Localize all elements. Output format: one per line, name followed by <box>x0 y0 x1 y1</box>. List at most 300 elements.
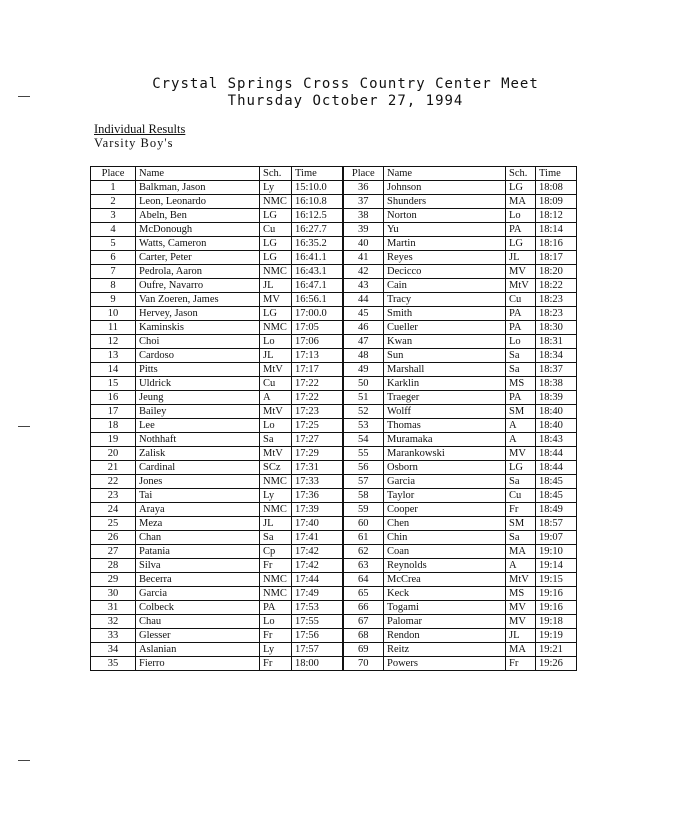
place-cell: 23 <box>91 489 136 503</box>
place-cell: 32 <box>91 615 136 629</box>
time-cell: 17:53 <box>292 601 343 615</box>
time-cell: 18:31 <box>536 335 577 349</box>
name-cell: Rendon <box>384 629 506 643</box>
school-cell: Lo <box>260 335 292 349</box>
place-cell: 17 <box>91 405 136 419</box>
name-cell: Muramaka <box>384 433 506 447</box>
table-row <box>91 587 577 601</box>
place-cell: 12 <box>91 335 136 349</box>
place-cell: 34 <box>91 643 136 657</box>
results-table <box>90 166 577 671</box>
time-cell: 19:07 <box>536 531 577 545</box>
time-cell: 17:49 <box>292 587 343 601</box>
name-cell: Cain <box>384 279 506 293</box>
time-cell: 19:21 <box>536 643 577 657</box>
col-header-place: Place <box>343 167 384 181</box>
time-cell: 18:45 <box>536 475 577 489</box>
name-cell: Becerra <box>136 573 260 587</box>
school-cell: LG <box>506 237 536 251</box>
place-cell: 52 <box>343 405 384 419</box>
school-cell: NMC <box>260 587 292 601</box>
place-cell: 66 <box>343 601 384 615</box>
name-cell: Chen <box>384 517 506 531</box>
school-cell: LG <box>506 181 536 195</box>
table-row <box>91 629 577 643</box>
name-cell: Silva <box>136 559 260 573</box>
place-cell: 61 <box>343 531 384 545</box>
place-cell: 11 <box>91 321 136 335</box>
name-cell: Smith <box>384 307 506 321</box>
place-cell: 47 <box>343 335 384 349</box>
school-cell: MtV <box>260 447 292 461</box>
school-cell: Cu <box>506 293 536 307</box>
school-cell: PA <box>506 321 536 335</box>
time-cell: 17:22 <box>292 377 343 391</box>
name-cell: Nothhaft <box>136 433 260 447</box>
place-cell: 8 <box>91 279 136 293</box>
time-cell: 16:12.5 <box>292 209 343 223</box>
name-cell: Reitz <box>384 643 506 657</box>
school-cell: A <box>506 419 536 433</box>
school-cell: MA <box>506 545 536 559</box>
time-cell: 16:41.1 <box>292 251 343 265</box>
place-cell: 41 <box>343 251 384 265</box>
place-cell: 56 <box>343 461 384 475</box>
time-cell: 17:05 <box>292 321 343 335</box>
time-cell: 18:20 <box>536 265 577 279</box>
place-cell: 67 <box>343 615 384 629</box>
table-row <box>91 531 577 545</box>
time-cell: 17:22 <box>292 391 343 405</box>
place-cell: 24 <box>91 503 136 517</box>
school-cell: A <box>506 559 536 573</box>
table-row <box>91 195 577 209</box>
school-cell: MV <box>506 265 536 279</box>
time-cell: 18:40 <box>536 419 577 433</box>
table-row <box>91 615 577 629</box>
time-cell: 15:10.0 <box>292 181 343 195</box>
school-cell: MtV <box>506 279 536 293</box>
place-cell: 49 <box>343 363 384 377</box>
place-cell: 20 <box>91 447 136 461</box>
place-cell: 50 <box>343 377 384 391</box>
name-cell: Jones <box>136 475 260 489</box>
name-cell: Marankowski <box>384 447 506 461</box>
place-cell: 19 <box>91 433 136 447</box>
meet-title: Crystal Springs Cross Country Center Meet <box>152 76 539 92</box>
name-cell: Cardinal <box>136 461 260 475</box>
place-cell: 63 <box>343 559 384 573</box>
name-cell: Osborn <box>384 461 506 475</box>
table-row <box>91 461 577 475</box>
school-cell: MA <box>506 643 536 657</box>
school-cell: LG <box>506 461 536 475</box>
name-cell: Sun <box>384 349 506 363</box>
name-cell: Thomas <box>384 419 506 433</box>
time-cell: 18:45 <box>536 489 577 503</box>
table-row <box>91 419 577 433</box>
time-cell: 18:09 <box>536 195 577 209</box>
school-cell: JL <box>260 517 292 531</box>
table-row <box>91 475 577 489</box>
school-cell: NMC <box>260 321 292 335</box>
time-cell: 18:39 <box>536 391 577 405</box>
time-cell: 18:30 <box>536 321 577 335</box>
place-cell: 15 <box>91 377 136 391</box>
place-cell: 36 <box>343 181 384 195</box>
school-cell: JL <box>260 349 292 363</box>
time-cell: 18:23 <box>536 293 577 307</box>
place-cell: 22 <box>91 475 136 489</box>
time-cell: 18:17 <box>536 251 577 265</box>
name-cell: Pitts <box>136 363 260 377</box>
table-row <box>91 223 577 237</box>
name-cell: Marshall <box>384 363 506 377</box>
place-cell: 64 <box>343 573 384 587</box>
name-cell: Martin <box>384 237 506 251</box>
school-cell: LG <box>260 307 292 321</box>
place-cell: 1 <box>91 181 136 195</box>
name-cell: Palomar <box>384 615 506 629</box>
table-row <box>91 601 577 615</box>
place-cell: 21 <box>91 461 136 475</box>
time-cell: 19:16 <box>536 587 577 601</box>
time-cell: 18:16 <box>536 237 577 251</box>
table-row <box>91 181 577 195</box>
place-cell: 54 <box>343 433 384 447</box>
table-row <box>91 433 577 447</box>
name-cell: Garcia <box>384 475 506 489</box>
place-cell: 16 <box>91 391 136 405</box>
place-cell: 40 <box>343 237 384 251</box>
place-cell: 60 <box>343 517 384 531</box>
school-cell: NMC <box>260 195 292 209</box>
time-cell: 18:43 <box>536 433 577 447</box>
name-cell: Keck <box>384 587 506 601</box>
place-cell: 51 <box>343 391 384 405</box>
school-cell: Cu <box>260 377 292 391</box>
time-cell: 18:22 <box>536 279 577 293</box>
time-cell: 17:39 <box>292 503 343 517</box>
school-cell: PA <box>506 391 536 405</box>
school-cell: Lo <box>260 615 292 629</box>
margin-mark <box>18 426 30 427</box>
place-cell: 6 <box>91 251 136 265</box>
school-cell: MV <box>506 601 536 615</box>
name-cell: Choi <box>136 335 260 349</box>
table-row <box>91 545 577 559</box>
name-cell: Patania <box>136 545 260 559</box>
time-cell: 17:57 <box>292 643 343 657</box>
time-cell: 19:26 <box>536 657 577 671</box>
name-cell: Reynolds <box>384 559 506 573</box>
school-cell: Sa <box>260 433 292 447</box>
place-cell: 3 <box>91 209 136 223</box>
place-cell: 14 <box>91 363 136 377</box>
place-cell: 28 <box>91 559 136 573</box>
time-cell: 17:56 <box>292 629 343 643</box>
school-cell: PA <box>506 223 536 237</box>
time-cell: 17:33 <box>292 475 343 489</box>
school-cell: Fr <box>506 657 536 671</box>
place-cell: 38 <box>343 209 384 223</box>
school-cell: Fr <box>260 657 292 671</box>
school-cell: SCz <box>260 461 292 475</box>
table-row <box>91 447 577 461</box>
table-row <box>91 559 577 573</box>
school-cell: A <box>506 433 536 447</box>
name-cell: Uldrick <box>136 377 260 391</box>
name-cell: Tai <box>136 489 260 503</box>
school-cell: Cu <box>506 489 536 503</box>
time-cell: 16:43.1 <box>292 265 343 279</box>
table-row <box>91 209 577 223</box>
time-cell: 18:49 <box>536 503 577 517</box>
place-cell: 65 <box>343 587 384 601</box>
time-cell: 19:19 <box>536 629 577 643</box>
school-cell: SM <box>506 517 536 531</box>
school-cell: Ly <box>260 181 292 195</box>
table-row <box>91 349 577 363</box>
col-header-place: Place <box>91 167 136 181</box>
table-row <box>91 657 577 671</box>
place-cell: 7 <box>91 265 136 279</box>
school-cell: JL <box>260 279 292 293</box>
name-cell: Meza <box>136 517 260 531</box>
place-cell: 2 <box>91 195 136 209</box>
col-header-time: Time <box>292 167 343 181</box>
name-cell: Chau <box>136 615 260 629</box>
school-cell: Ly <box>260 489 292 503</box>
name-cell: Togami <box>384 601 506 615</box>
name-cell: Kwan <box>384 335 506 349</box>
time-cell: 16:35.2 <box>292 237 343 251</box>
place-cell: 13 <box>91 349 136 363</box>
time-cell: 17:36 <box>292 489 343 503</box>
school-cell: PA <box>260 601 292 615</box>
school-cell: Sa <box>506 349 536 363</box>
time-cell: 19:10 <box>536 545 577 559</box>
time-cell: 16:10.8 <box>292 195 343 209</box>
place-cell: 62 <box>343 545 384 559</box>
col-header-time: Time <box>536 167 577 181</box>
meet-date: Thursday October 27, 1994 <box>227 93 464 109</box>
place-cell: 37 <box>343 195 384 209</box>
place-cell: 35 <box>91 657 136 671</box>
place-cell: 55 <box>343 447 384 461</box>
school-cell: Sa <box>506 475 536 489</box>
table-row <box>91 573 577 587</box>
table-row <box>91 265 577 279</box>
name-cell: Leon, Leonardo <box>136 195 260 209</box>
school-cell: NMC <box>260 475 292 489</box>
school-cell: MS <box>506 377 536 391</box>
time-cell: 18:57 <box>536 517 577 531</box>
time-cell: 18:23 <box>536 307 577 321</box>
time-cell: 18:00 <box>292 657 343 671</box>
school-cell: LG <box>260 209 292 223</box>
name-cell: McDonough <box>136 223 260 237</box>
name-cell: Coan <box>384 545 506 559</box>
time-cell: 17:40 <box>292 517 343 531</box>
name-cell: Oufre, Navarro <box>136 279 260 293</box>
school-cell: MA <box>506 195 536 209</box>
name-cell: Abeln, Ben <box>136 209 260 223</box>
time-cell: 17:42 <box>292 559 343 573</box>
name-cell: Yu <box>384 223 506 237</box>
school-cell: MtV <box>506 573 536 587</box>
school-cell: MV <box>260 293 292 307</box>
time-cell: 19:14 <box>536 559 577 573</box>
name-cell: Balkman, Jason <box>136 181 260 195</box>
name-cell: Chin <box>384 531 506 545</box>
place-cell: 5 <box>91 237 136 251</box>
school-cell: A <box>260 391 292 405</box>
name-cell: Johnson <box>384 181 506 195</box>
school-cell: Cu <box>260 223 292 237</box>
table-row <box>91 377 577 391</box>
time-cell: 18:40 <box>536 405 577 419</box>
name-cell: Jeung <box>136 391 260 405</box>
time-cell: 18:12 <box>536 209 577 223</box>
school-cell: Lo <box>506 209 536 223</box>
margin-mark <box>18 760 30 761</box>
table-row <box>91 307 577 321</box>
name-cell: Kaminskis <box>136 321 260 335</box>
school-cell: NMC <box>260 573 292 587</box>
table-row <box>91 321 577 335</box>
table-row <box>91 363 577 377</box>
place-cell: 57 <box>343 475 384 489</box>
name-cell: Cooper <box>384 503 506 517</box>
name-cell: Reyes <box>384 251 506 265</box>
table-row <box>91 237 577 251</box>
school-cell: Lo <box>260 419 292 433</box>
name-cell: Powers <box>384 657 506 671</box>
school-cell: SM <box>506 405 536 419</box>
header-row <box>91 167 577 181</box>
school-cell: JL <box>506 251 536 265</box>
time-cell: 17:06 <box>292 335 343 349</box>
place-cell: 58 <box>343 489 384 503</box>
name-cell: Norton <box>384 209 506 223</box>
time-cell: 18:37 <box>536 363 577 377</box>
school-cell: LG <box>260 251 292 265</box>
col-header-school: Sch. <box>506 167 536 181</box>
place-cell: 26 <box>91 531 136 545</box>
school-cell: MV <box>506 447 536 461</box>
name-cell: Traeger <box>384 391 506 405</box>
place-cell: 10 <box>91 307 136 321</box>
table-row <box>91 643 577 657</box>
table-row <box>91 489 577 503</box>
name-cell: Zalisk <box>136 447 260 461</box>
school-cell: Sa <box>506 531 536 545</box>
school-cell: MV <box>506 615 536 629</box>
place-cell: 31 <box>91 601 136 615</box>
place-cell: 68 <box>343 629 384 643</box>
name-cell: Watts, Cameron <box>136 237 260 251</box>
table-row <box>91 335 577 349</box>
table-row <box>91 503 577 517</box>
name-cell: Van Zoeren, James <box>136 293 260 307</box>
time-cell: 16:27.7 <box>292 223 343 237</box>
place-cell: 44 <box>343 293 384 307</box>
name-cell: Cardoso <box>136 349 260 363</box>
place-cell: 42 <box>343 265 384 279</box>
place-cell: 33 <box>91 629 136 643</box>
time-cell: 17:25 <box>292 419 343 433</box>
place-cell: 25 <box>91 517 136 531</box>
name-cell: Lee <box>136 419 260 433</box>
table-row <box>91 517 577 531</box>
school-cell: NMC <box>260 503 292 517</box>
name-cell: Karklin <box>384 377 506 391</box>
time-cell: 16:56.1 <box>292 293 343 307</box>
place-cell: 29 <box>91 573 136 587</box>
time-cell: 18:44 <box>536 461 577 475</box>
school-cell: Ly <box>260 643 292 657</box>
name-cell: Fierro <box>136 657 260 671</box>
time-cell: 17:55 <box>292 615 343 629</box>
place-cell: 69 <box>343 643 384 657</box>
name-cell: Araya <box>136 503 260 517</box>
name-cell: Shunders <box>384 195 506 209</box>
time-cell: 17:27 <box>292 433 343 447</box>
school-cell: LG <box>260 237 292 251</box>
col-header-school: Sch. <box>260 167 292 181</box>
time-cell: 17:31 <box>292 461 343 475</box>
time-cell: 16:47.1 <box>292 279 343 293</box>
time-cell: 18:38 <box>536 377 577 391</box>
name-cell: Pedrola, Aaron <box>136 265 260 279</box>
table-row <box>91 391 577 405</box>
time-cell: 19:16 <box>536 601 577 615</box>
name-cell: Garcia <box>136 587 260 601</box>
time-cell: 17:00.0 <box>292 307 343 321</box>
school-cell: Fr <box>506 503 536 517</box>
place-cell: 70 <box>343 657 384 671</box>
place-cell: 48 <box>343 349 384 363</box>
place-cell: 9 <box>91 293 136 307</box>
time-cell: 17:17 <box>292 363 343 377</box>
table-row <box>91 293 577 307</box>
section-heading: Individual Results <box>94 122 186 136</box>
time-cell: 18:14 <box>536 223 577 237</box>
table-row <box>91 279 577 293</box>
place-cell: 39 <box>343 223 384 237</box>
name-cell: Wolff <box>384 405 506 419</box>
place-cell: 53 <box>343 419 384 433</box>
school-cell: Cp <box>260 545 292 559</box>
place-cell: 18 <box>91 419 136 433</box>
col-header-name: Name <box>136 167 260 181</box>
place-cell: 43 <box>343 279 384 293</box>
time-cell: 18:34 <box>536 349 577 363</box>
table-row <box>91 405 577 419</box>
place-cell: 45 <box>343 307 384 321</box>
school-cell: PA <box>506 307 536 321</box>
school-cell: MS <box>506 587 536 601</box>
place-cell: 27 <box>91 545 136 559</box>
time-cell: 19:15 <box>536 573 577 587</box>
name-cell: McCrea <box>384 573 506 587</box>
time-cell: 17:42 <box>292 545 343 559</box>
school-cell: Sa <box>506 363 536 377</box>
place-cell: 4 <box>91 223 136 237</box>
division-heading: Varsity Boy's <box>94 136 174 150</box>
name-cell: Hervey, Jason <box>136 307 260 321</box>
